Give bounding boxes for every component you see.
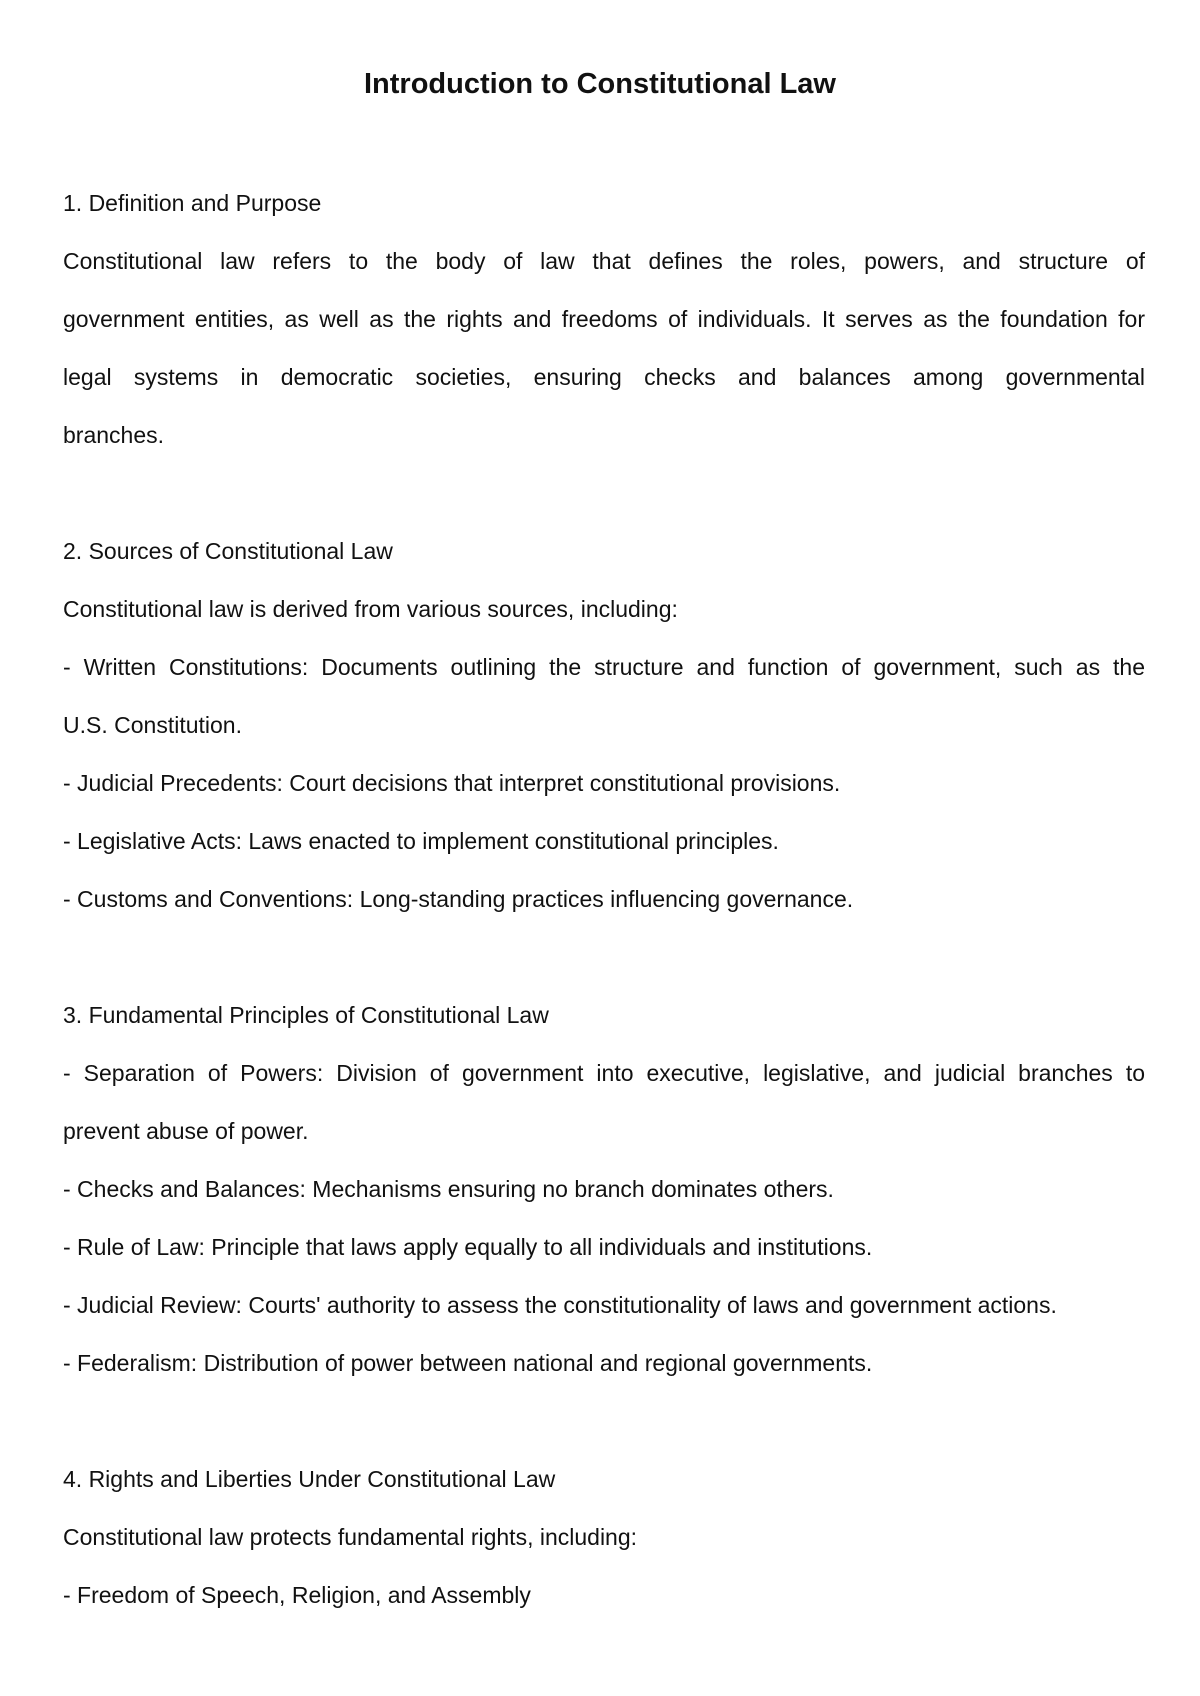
list-item-continuation: prevent abuse of power.	[63, 1118, 309, 1144]
list-item: - Written Constitutions: Documents outlining the structure and function of government, such as the	[63, 654, 1145, 680]
list-item-continuation: U.S. Constitution.	[63, 712, 242, 738]
paragraph-line: Constitutional law refers to the body of law that defines the roles, powers, and structure of	[63, 248, 1145, 274]
list-item: - Judicial Review: Courts' authority to assess the constitutionality of laws and government actions.	[63, 1292, 1057, 1318]
list-item: - Checks and Balances: Mechanisms ensuring no branch dominates others.	[63, 1176, 834, 1202]
section-spacer	[63, 469, 1145, 527]
section-heading-principles: 3. Fundamental Principles of Constitutional Law	[63, 1002, 549, 1028]
list-item: - Judicial Precedents: Court decisions that interpret constitutional provisions.	[63, 770, 841, 796]
section-spacer	[63, 933, 1145, 991]
section-heading-definition: 1. Definition and Purpose	[63, 190, 322, 216]
document-body	[63, 179, 1145, 1629]
paragraph-line: government entities, as well as the rights and freedoms of individuals. It serves as the foundation for	[63, 306, 1145, 332]
paragraph-line: Constitutional law is derived from various sources, including:	[63, 596, 678, 622]
list-item: - Separation of Powers: Division of government into executive, legislative, and judicial branches to	[63, 1060, 1145, 1086]
list-item: - Rule of Law: Principle that laws apply equally to all individuals and institutions.	[63, 1234, 873, 1260]
list-item: - Legislative Acts: Laws enacted to implement constitutional principles.	[63, 828, 779, 854]
list-item: - Federalism: Distribution of power between national and regional governments.	[63, 1350, 873, 1376]
list-item: - Freedom of Speech, Religion, and Assembly	[63, 1582, 531, 1608]
document-title: Introduction to Constitutional Law	[364, 68, 836, 100]
section-spacer	[63, 1397, 1145, 1455]
paragraph-line: Constitutional law protects fundamental rights, including:	[63, 1524, 638, 1550]
list-item: - Customs and Conventions: Long-standing practices influencing governance.	[63, 886, 854, 912]
section-heading-rights: 4. Rights and Liberties Under Constitutional Law	[63, 1466, 556, 1492]
paragraph-line: legal systems in democratic societies, ensuring checks and balances among governmental	[63, 364, 1145, 390]
paragraph-line: branches.	[63, 422, 165, 448]
section-heading-sources: 2. Sources of Constitutional Law	[63, 538, 393, 564]
